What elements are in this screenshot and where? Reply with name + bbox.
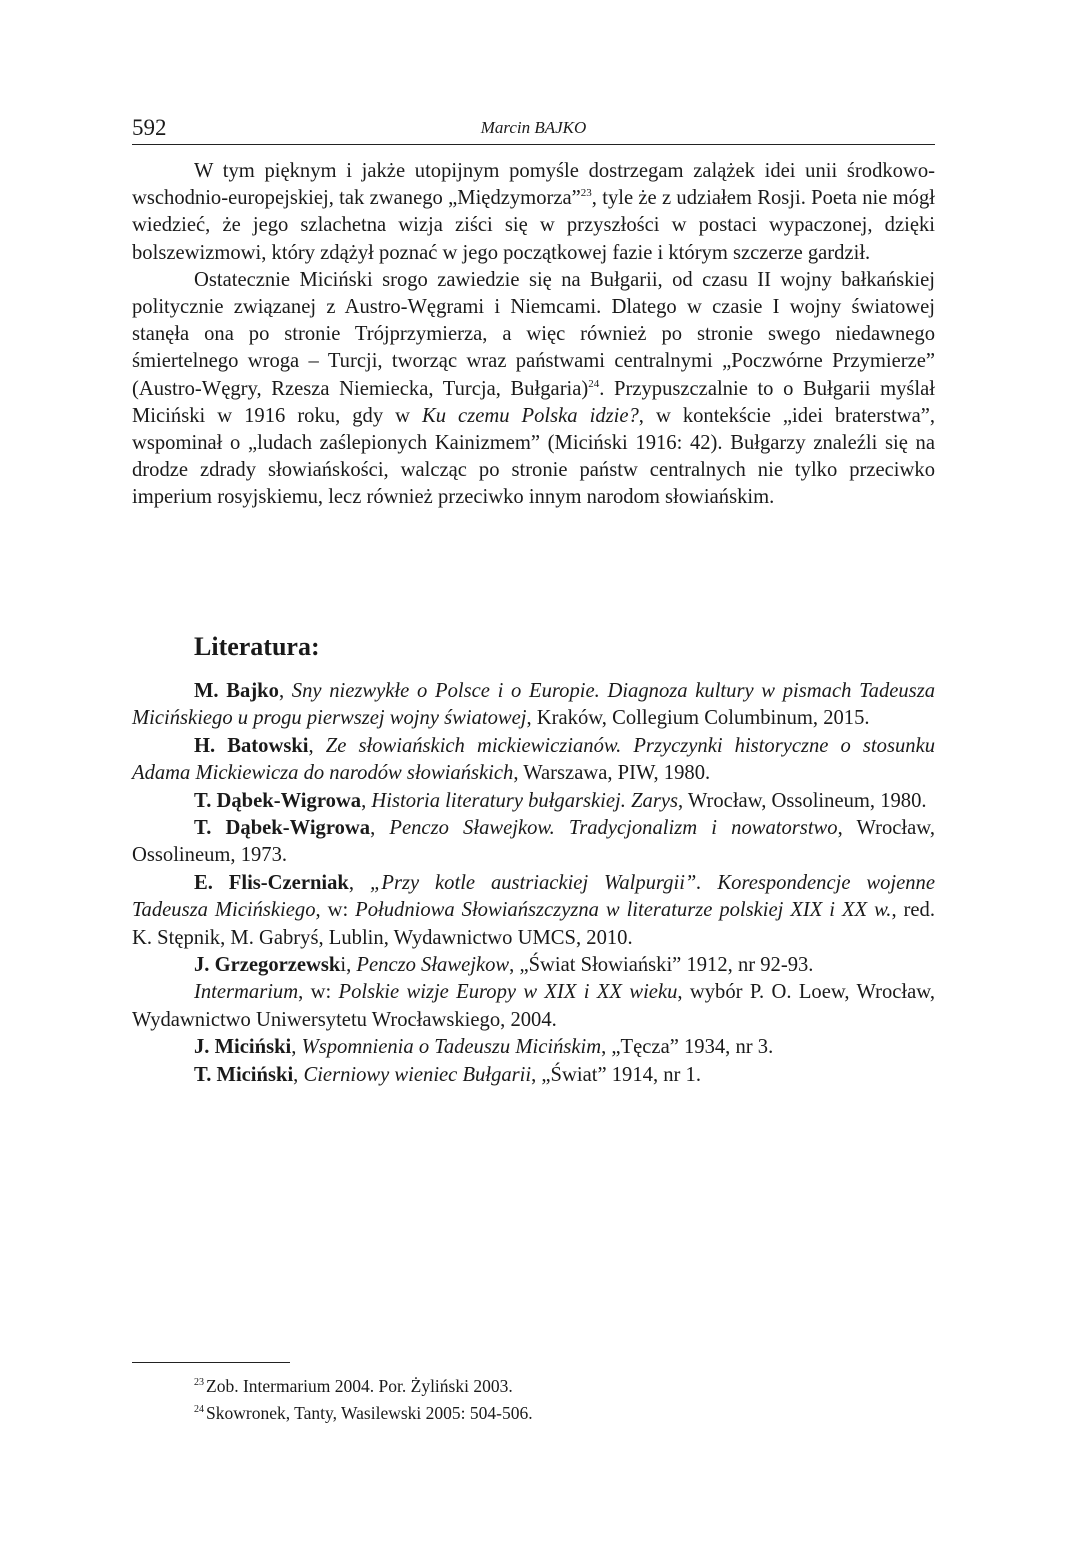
bibliography-entry: J. Miciński, Wspomnienia o Tadeuszu Micińskim, „Tęcza” 1934, nr 3. [194,1036,774,1059]
page-header [132,112,935,145]
body-text [132,158,935,512]
footnote-24: $^{24}$ Skowronek, Tanty, Wasilewski 2005: 504-506. [194,1403,533,1423]
bibliography [132,678,935,1089]
paragraph-1: W tym pięknym i jakże utopijnym pomyśle dostrzegam zalążek idei unii środkowo-wschodnio-europejskiej, tak zwanego „Międzymorza”$^{23}$, tyle że z udziałem Rosji. Poeta nie mógł wiedzieć, że jego szlachetna wizja ziści się w przyszłości w postaci wypaczonej, dzięki bolszewizmowi, który zdążył poznać w jego początkowej fazie i którym szczerze gardził. [132,160,935,264]
bibliography-entry: H. Batowski, Ze słowiańskich mickiewiczianów. Przyczynki historyczne o stosunku Adama Mickiewicza do narodów słowiańskich, Warszawa, PIW, 1980. [132,734,936,785]
bibliography-entry: Intermarium, w: Polskie wizje Europy w XIX i XX wieku, wybór P. O. Loew, Wrocław, Wydawnictwo Uniwersytetu Wrocławskiego, 2004. [132,981,935,1031]
bibliography-entry: J. Grzegorzewski, Penczo Sławejkow, „Świat Słowiański” 1912, nr 92-93. [194,954,814,977]
paragraph-2: Ostatecznie Miciński srogo zawiedzie się na Bułgarii, od czasu II wojny bałkańskiej politycznie związanej z Austro-Węgrami i Niemcami. Dlatego w czasie I wojny światowej stanęła ona po stronie Trójprzymierza, a więc również po stronie swego niedawnego śmiertelnego wroga – Turcji, tworząc wraz państwami centralnymi „Poczwórne Przymierze” (Austro-Węgry, Rzesza Niemiecka, Turcja, Bułgaria)$^{24}$. Przypuszczalnie to o Bułgarii myślał Miciński w 1916 roku, gdy w Ku czemu Polska idzie?, w kontekście „idei braterstwa”, wspominał o „ludach zaślepionych Kainizmem” (Miciński 1916: 42). Bułgarzy znaleźli się na drodze zdrady słowiańskości, walcząc po stronie państw centralnych nie tylko przeciwko imperium rosyjskiemu, lecz również przeciwko innym narodom słowiańskim. [132,268,936,509]
bibliography-entry: M. Bajko, Sny niezwykłe o Polsce i o Europie. Diagnoza kultury w pismach Tadeusza Micińskiego u progu pierwszej wojny światowej, Kraków, Collegium Columbinum, 2015. [132,680,936,730]
page-number: 592 [132,115,167,140]
footnote-divider [132,1362,290,1363]
footnotes [132,1373,935,1427]
footnote-ref-23[interactable]: 23 [580,187,592,200]
bibliography-entry: T. Dąbek-Wigrowa, Historia literatury bułgarskiej. Zarys, Wrocław, Ossolineum, 1980. [194,789,927,812]
footnote-ref-24[interactable]: 24 [588,377,600,390]
bibliography-entry: T. Dąbek-Wigrowa, Penczo Sławejkow. Tradycjonalizm i nowatorstwo, Wrocław, Ossolineum, 1973. [132,817,935,867]
literature-heading: Literatura: [194,632,320,661]
cited-title: Ku czemu Polska idzie? [422,404,639,427]
bibliography-entry: E. Flis-Czerniak, „Przy kotle austriackiej Walpurgii”. Korespondencje wojenne Tadeusza Micińskiego, w: Południowa Słowiańszczyzna w literaturze polskiej XIX i XX w., red. K. Stępnik, M. Gabryś, Lublin, Wydawnictwo UMCS, 2010. [132,871,935,949]
footnote-23: $^{23}$ Zob. Intermarium 2004. Por. Żyliński 2003. [194,1376,513,1396]
running-head: Marcin BAJKO [480,118,587,137]
bibliography-entry: T. Miciński, Cierniowy wieniec Bułgarii, „Świat” 1914, nr 1. [194,1063,701,1086]
